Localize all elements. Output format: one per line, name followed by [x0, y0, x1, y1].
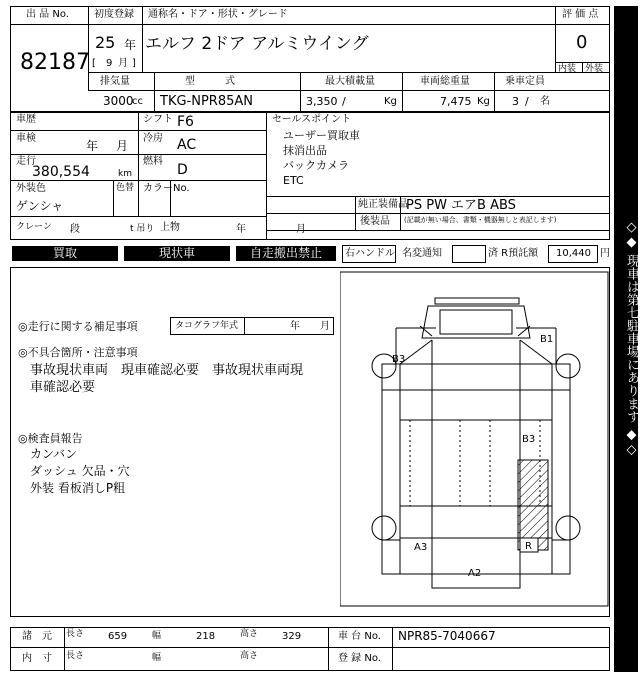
crane-stage-unit: 段 [70, 224, 80, 235]
label-b3-left: B3 [392, 354, 406, 365]
oem-label: 純正装備品 [358, 199, 408, 210]
inspection-month-unit: 月 [116, 139, 129, 153]
truck-diagram [340, 270, 610, 610]
dims-label: 諸 元 [22, 631, 52, 642]
label-a3: A3 [414, 542, 428, 553]
reg-label: 登 録 No. [338, 653, 381, 664]
chassis-value: NPR85-7040667 [398, 629, 496, 643]
displacement-unit: cc [132, 96, 143, 107]
load-value: 3,350 [306, 95, 338, 108]
length-label: 長さ [66, 629, 85, 639]
sales-point: 抹消出品 [283, 144, 327, 157]
load-unit: Kg [384, 96, 397, 107]
displacement-value: 3000 [103, 94, 134, 108]
cooling-value: AC [177, 137, 197, 153]
crane-label: クレーン [16, 222, 52, 232]
mileage-label: 走行 [16, 156, 36, 167]
fuel-value: D [177, 162, 188, 178]
gross-label: 車両総重量 [420, 76, 470, 87]
mileage-value: 380,554 [32, 164, 90, 180]
displacement-label: 排気量 [100, 76, 130, 87]
status-jisou: 自走搬出禁止 [236, 246, 336, 261]
crane-load-unit: t 吊り [130, 224, 155, 234]
year-unit: 年 [124, 38, 137, 52]
height-label-2: 高さ [240, 651, 259, 661]
inspector-line: カンバン [30, 447, 78, 461]
equip-label: 上物 [160, 222, 180, 233]
history-label: 車歴 [16, 114, 36, 125]
handle-label: 右ハンドル [345, 248, 395, 259]
height-value: 329 [282, 631, 302, 642]
width-value: 218 [196, 631, 216, 642]
sales-title: セールスポイント [272, 114, 352, 125]
grade-label: 評 価 点 [562, 9, 599, 20]
length-label-2: 長さ [66, 651, 85, 661]
equip-year-unit: 年 [236, 224, 246, 235]
shift-value: F6 [177, 114, 194, 130]
first-reg-label: 初度登録 [94, 9, 134, 20]
name-change-box [452, 245, 486, 263]
type-value: TKG-NPR85AN [160, 94, 253, 109]
month-unit: 月 [118, 58, 128, 69]
inspector-line: 外装 看板消しP粗 [30, 481, 126, 495]
label-b3-right: B3 [522, 434, 536, 445]
footer-frame [10, 627, 610, 671]
capacity-unit: 名 [540, 96, 550, 107]
equip-month-unit: 月 [296, 224, 306, 235]
capacity-value: 3 [512, 95, 519, 108]
status-kaitori: 買取 [12, 246, 118, 261]
inspector-line: ダッシュ 欠品・穴 [30, 464, 130, 478]
model-name: エルフ 2ドア アルミウイング [145, 34, 369, 54]
aftermarket-note: (記載が無い場合、書類・機器無しと表記します) [404, 216, 557, 224]
defect-line: 車確認必要 [30, 380, 96, 395]
load-label: 最大積載量 [325, 76, 375, 87]
aftermarket-label: 後装品 [360, 216, 390, 227]
exterior-color-label: 外装色 [16, 183, 46, 194]
gross-value: 7,475 [440, 95, 472, 108]
length-value: 659 [108, 631, 128, 642]
cooling-label: 冷房 [143, 133, 163, 144]
recycle-label: 済 R預託額 [488, 248, 539, 259]
defect-line: 事故現状車両 現車確認必要 事故現状車両現 [30, 363, 304, 378]
color-no-label: 色替 [116, 183, 135, 193]
lot-no: 82187 [20, 50, 90, 75]
label-r: R [525, 541, 532, 552]
defect-title: ◎不具合箇所・注意事項 [18, 346, 138, 359]
inspection-year-unit: 年 [86, 139, 99, 153]
fuel-label: 燃料 [143, 156, 163, 167]
oem-value: PS PW エアB ABS [406, 198, 516, 213]
inspection-label: 車検 [16, 133, 36, 144]
exterior-label: 外装 [585, 64, 604, 74]
recycle-value: 10,440 [556, 248, 591, 259]
type-label: 型 式 [185, 76, 235, 87]
recycle-unit: 円 [600, 248, 610, 259]
first-reg-year: 25 [95, 33, 116, 52]
tacho-year-unit: 年 [290, 321, 300, 332]
sales-point: ユーザー買取車 [283, 129, 360, 142]
exterior-color-value: ゲンシャ [16, 199, 64, 213]
height-label: 高さ [240, 629, 259, 639]
model-label: 通称名・ドア・形状・グレード [148, 9, 288, 20]
sales-point: ETC [283, 174, 304, 187]
capacity-label: 乗車定員 [505, 76, 545, 87]
chassis-label: 車 台 No. [338, 631, 381, 642]
interior-label: 内装 [558, 64, 577, 74]
gross-unit: Kg [477, 96, 490, 107]
mileage-unit: km [118, 169, 132, 179]
color-code-label: カラーNo. [143, 183, 190, 194]
inspector-title: ◎検査員報告 [18, 432, 83, 445]
width-label-2: 幅 [152, 653, 162, 663]
label-a2: A2 [468, 568, 482, 579]
shift-label: シフト [143, 114, 173, 125]
sales-point: バックカメラ [283, 159, 349, 172]
run-title: ◎走行に関する補足事項 [18, 320, 138, 333]
grade-value: 0 [576, 32, 588, 53]
side-banner: ◇◆ 現車は第七駐車場にあります ◆◇ [614, 6, 638, 672]
status-genjo: 現状車 [124, 246, 230, 261]
name-change-label: 名変通知 [402, 248, 442, 259]
lot-no-label: 出 品 No. [26, 9, 69, 20]
tacho-month-unit: 月 [320, 321, 330, 332]
first-reg-month: 9 [106, 58, 113, 69]
tacho-label: タコグラフ年式 [175, 321, 239, 331]
width-label: 幅 [152, 631, 162, 641]
interior-dims-label: 内 寸 [22, 653, 52, 664]
label-b1: B1 [540, 334, 554, 345]
